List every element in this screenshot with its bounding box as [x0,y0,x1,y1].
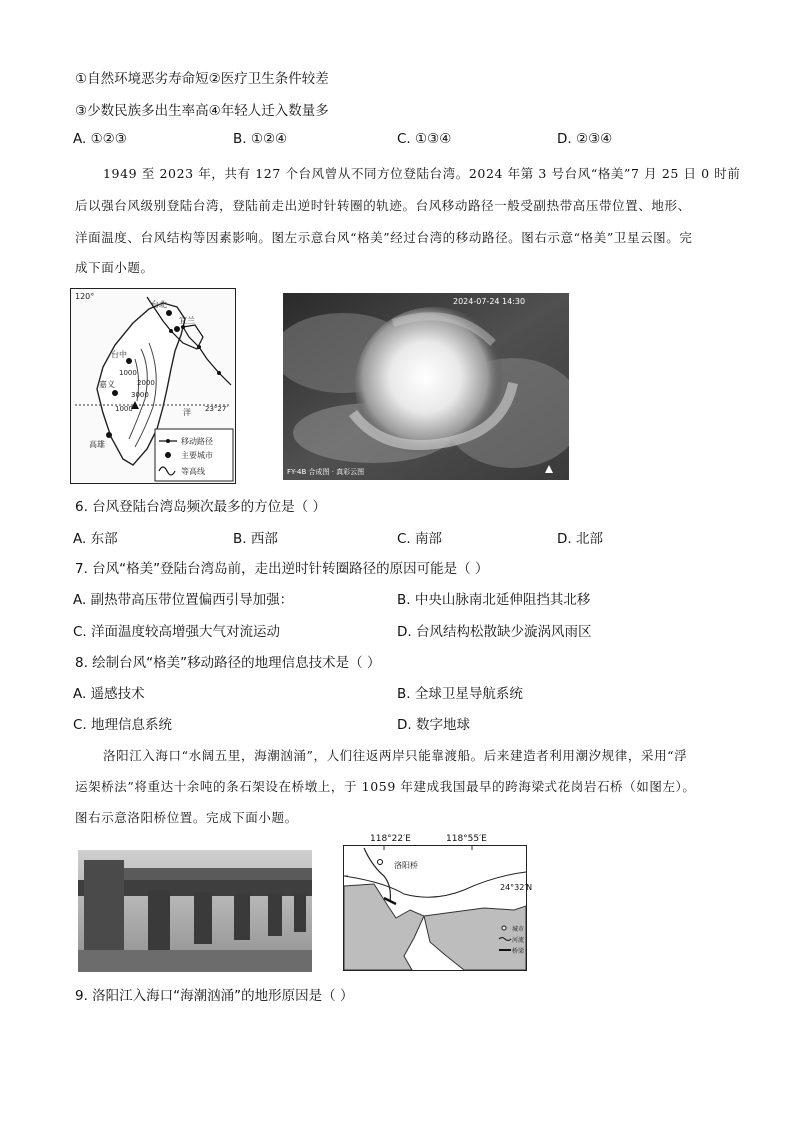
city-yilan [174,326,180,332]
q7-question: 7. 台风“格美”登陆台湾岛前，走出逆时针转圈路径的原因可能是（ ） [75,561,489,577]
contour-label: 1000 [119,369,137,377]
bridge-name-label: 洛阳桥 [394,861,418,870]
taiwan-typhoon-map [70,288,236,484]
bridge-map-lat: 24°32′N [500,883,533,892]
q9-question: 9. 洛阳江入海口“海潮汹涌”的地形原因是（ ） [75,988,354,1004]
water [78,950,312,972]
legend-city-icon [502,926,506,930]
q5-choice-a: A. ①②③ [73,131,127,147]
q5-choice-d: D. ②③④ [557,131,613,147]
q6-question: 6. 台风登陆台湾岛频次最多的方位是（ ） [75,499,326,515]
satellite-cloud-image [283,293,569,480]
track-point [181,325,185,329]
satellite-caption: FY-4B 合成图 · 真彩云图 [287,468,365,476]
legend-city-label: 城市 [512,926,525,933]
q7-choice-a: A. 副热带高压带位置偏西引导加强： [73,592,294,608]
q5-statement-line2: ③少数民族多出生率高④年轻人迁入数量多 [75,103,329,119]
city-label-taichung: 台中 [111,350,127,359]
legend-city-label: 主要城市 [181,451,213,460]
q7-choice-b: B. 中央山脉南北延伸阻挡其北移 [397,592,591,608]
contour-label: 1000 [115,405,133,413]
legend-contour-label: 等高线 [181,467,205,476]
lon-label: 120° [75,292,95,301]
typhoon-passage-line1: 1949 至 2023 年，共有 127 个台风曾从不同方位登陆台湾。2024 年第 3 号台风“格美”7 月 25 日 0 时前 [103,166,741,181]
city-label-taipei: 台北 [151,300,167,309]
track-point [197,345,201,349]
bridge-pier [234,894,250,940]
typhoon-passage-line4: 成下面小题。 [75,260,154,275]
land-area [344,884,424,970]
contour-label: 2000 [137,379,155,387]
q8-choice-a: A. 遥感技术 [73,686,145,702]
land-area [424,906,526,970]
track-point [169,329,173,333]
q8-choice-b: B. 全球卫星导航系统 [397,686,523,702]
q5-statement-line1: ①自然环境恶劣寿命短②医疗卫生条件较差 [75,71,329,87]
bridge-pier [294,894,306,932]
bridge-passage-line1: 洛阳江入海口“水阔五里，海潮汹涌”，人们往返两岸只能靠渡船。后来建造者利用潮汐规律，采用“浮 [103,748,688,763]
bridge-map-lon2: 118°55′E [446,834,487,844]
q7-choice-d: D. 台风结构松散缺少漩涡风雨区 [397,624,592,640]
railing [124,868,312,880]
q8-choice-c: C. 地理信息系统 [73,717,173,733]
bridge-pier [148,890,170,950]
legend-track-dot [166,439,170,443]
q7-choice-c: C. 洋面温度较高增强大气对流运动 [73,624,281,640]
luoyang-bridge-photo [78,850,312,972]
bridge-pier [84,860,124,960]
q6-choice-b: B. 西部 [233,531,278,547]
legend-city-symbol [165,452,171,458]
luoyang-location-map [343,845,527,971]
city-label-yilan: 宜兰 [179,316,195,325]
city-chiayi [112,390,118,396]
bridge-passage-line3: 图右示意洛阳桥位置。完成下面小题。 [75,810,298,825]
satellite-timestamp: 2024-07-24 14:30 [453,297,526,306]
q6-choice-a: A. 东部 [73,531,118,547]
typhoon-passage-line3: 洋面温度、台风结构等因素影响。图左示意台风“格美”经过台湾的移动路径。图右示意“格美”卫星云图。完 [75,230,693,245]
track-point [217,371,221,375]
city-label-kaohsiung: 高雄 [89,440,105,449]
q5-choice-b: B. ①②④ [233,131,288,147]
bridge-map-lon1: 118°22′E [370,834,411,844]
q8-question: 8. 绘制台风“格美”移动路径的地理信息技术是（ ） [75,655,381,671]
q5-choice-c: C. ①③④ [397,131,452,147]
bridge-pier [194,892,212,944]
typhoon-passage-line2: 后以强台风级别登陆台湾，登陆前走出逆时针转圈的轨迹。台风移动路径一般受副热带高压带位置、地形、 [75,198,691,213]
city-taipei [166,310,172,316]
q6-choice-d: D. 北部 [557,531,603,547]
lat-label: 23°27′ [205,405,228,413]
city-symbol [378,860,383,865]
legend-river-label: 河流 [512,937,525,944]
sea-label: 洋 [183,408,191,417]
legend-bridge-label: 桥梁 [512,948,525,955]
bridge-passage-line2: 运架桥法”将重达十余吨的条石架设在桥墩上，于 1059 年建成我国最早的跨海梁式花岗岩石桥（如图左）。 [75,779,696,794]
legend-track-label: 移动路径 [181,437,213,446]
bridge-pier [268,894,282,936]
q8-choice-d: D. 数字地球 [397,717,470,733]
contour-label: 3000 [131,391,149,399]
city-label-chiayi: 嘉义 [99,380,115,389]
q6-choice-c: C. 南部 [397,531,443,547]
city-kaohsiung [106,432,112,438]
